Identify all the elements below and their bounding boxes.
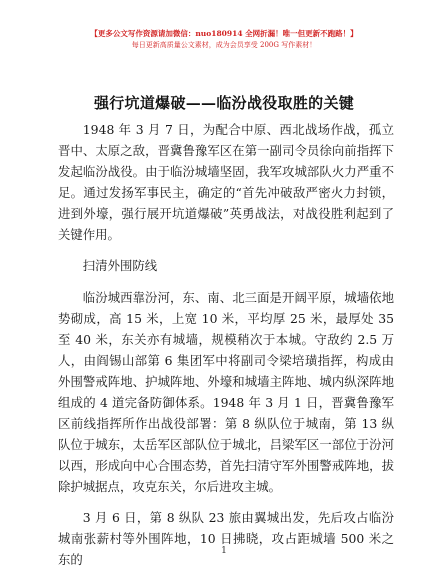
intro-paragraph: 1948 年 3 月 7 日，为配合中原、西北战场作战，孤立晋中、太原之敌，晋冀鲁豫军区在第一副司令员徐向前指挥下发起临汾战役。由于临汾城墙坚固，我军攻城部队火力严重不足。通过发扬军事民主，确定的“首先冲破敌严密火力封锁，进到外壕，强行展开坑道爆破”英勇战法，对战役胜利起到了关键作用。 [58,122,394,242]
section-heading: 扫清外围防线 [82,258,158,274]
page-number: 1 [221,546,227,556]
promo-banner-line-1: 【更多公文写作资源请加微信：nuo180914 全网折漏！唯一但更新不跑路！】 [90,29,358,38]
document-body [58,120,394,571]
promo-banner-line-2: 每日更新高质量公文素材，成为会员享受 200G 写作素材！ [131,41,317,49]
document-title: 强行坑道爆破——临汾战役取胜的关键 [93,94,355,112]
body-paragraph: 3 月 6 日，第 8 纵队 23 旅由翼城出发，先后攻占临汾城南张薪村等外围阵地，10 日拂晓，攻占距城墙 500 米之东的 [58,510,394,568]
body-paragraph: 临汾城西靠汾河，东、南、北三面是开阔平原，城墙依地势砌成，高 15 米，上宽 10 米，平均厚 25 米，最厚处 35 至 40 米，东关亦有城墙，规模稍次于本城。守敌约 2.5 万人，由阎锡山部第 6 集团军中将副司令梁培璜指挥，构成由外围警戒阵地、护城阵地、外壕和城墙主阵地、城内纵深阵地组成的 4 道完备防御体系。1948 年 3 月 1 日，晋冀鲁豫军区前线指挥所作出战役部署：第 8 纵队位于城南，第 13 纵队位于城东，太岳军区部队位于城北，吕梁军区一部位于汾河以西，形成向中心合围态势，首先扫清守军外围警戒阵地，拔除护城据点，攻克东关，尔后进攻主城。 [58,290,394,494]
